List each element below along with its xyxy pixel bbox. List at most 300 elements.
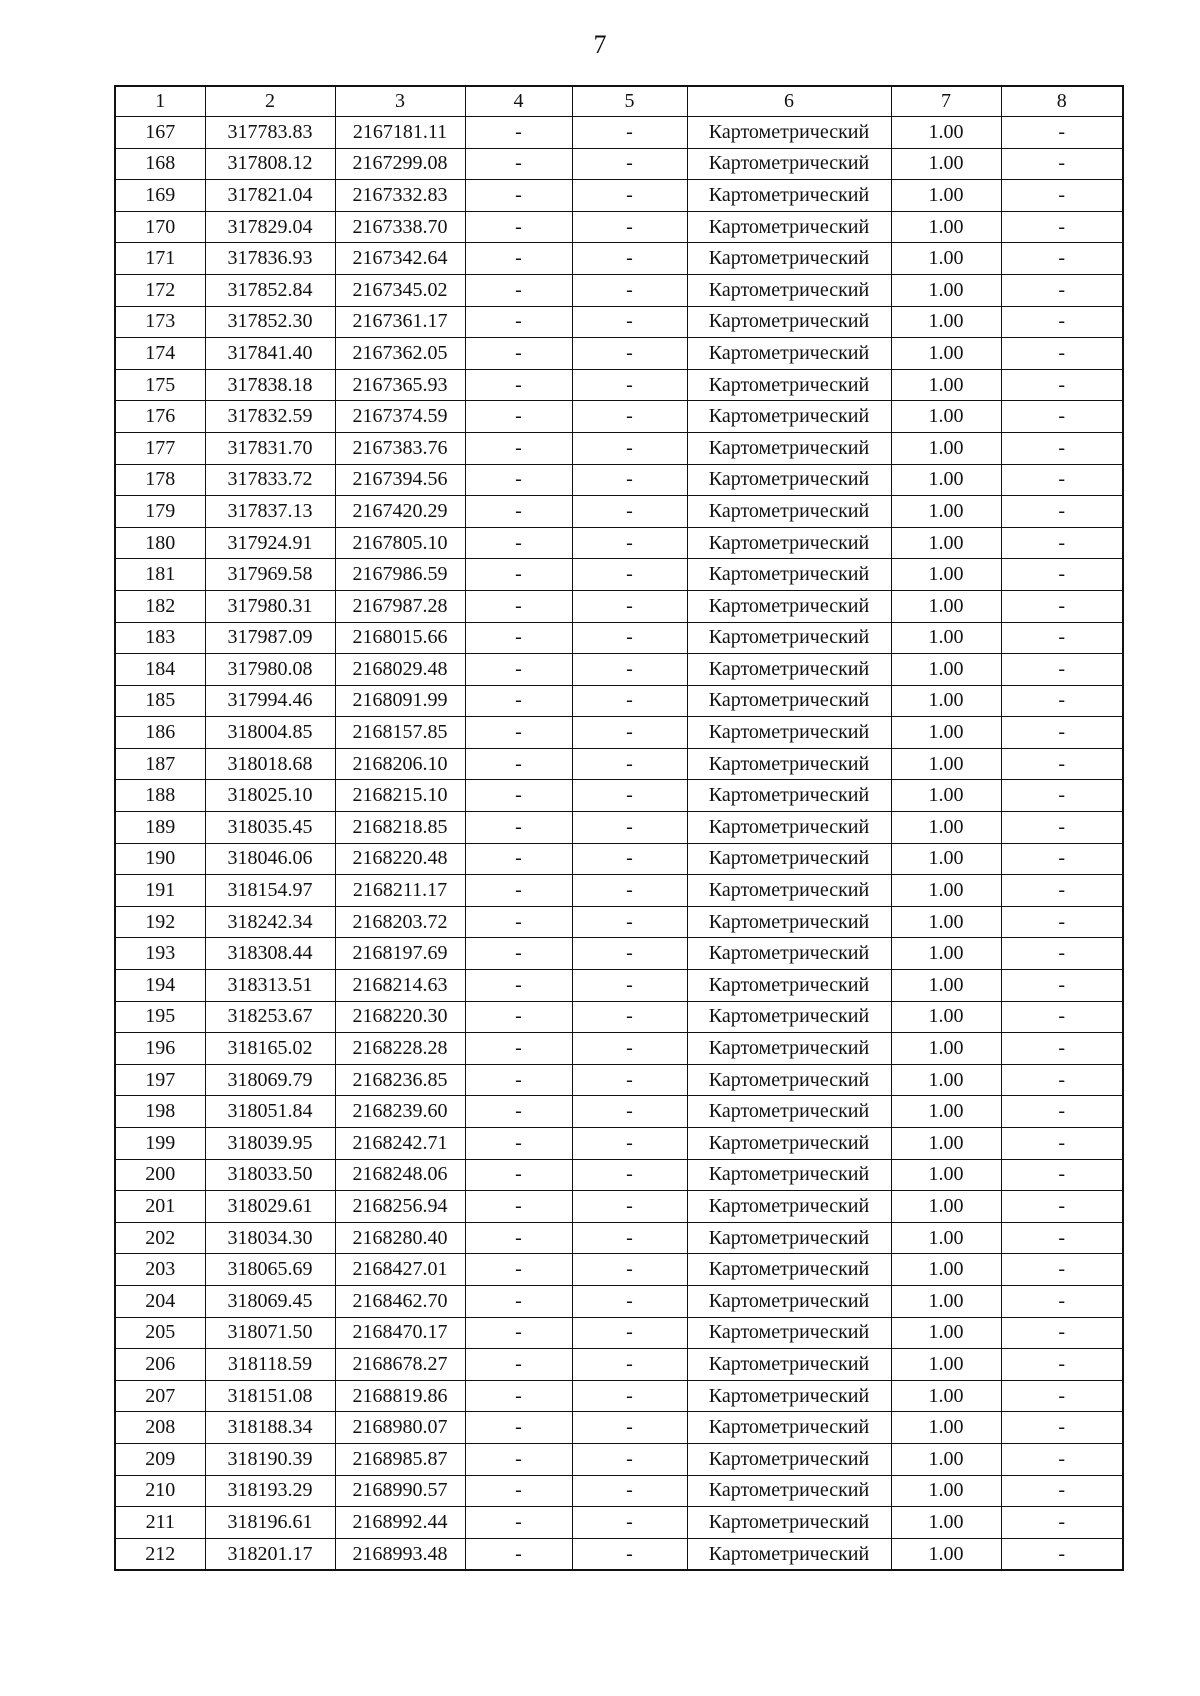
table-row <box>115 211 1123 243</box>
table-cell: 317987.09 <box>205 622 335 654</box>
table-cell: - <box>1001 1443 1123 1475</box>
table-row <box>115 843 1123 875</box>
table-cell: - <box>1001 148 1123 180</box>
table-cell: 318151.08 <box>205 1380 335 1412</box>
table-row <box>115 496 1123 528</box>
table-cell: Картометрический <box>687 432 891 464</box>
table-cell: 2168029.48 <box>335 654 465 686</box>
table-cell: Картометрический <box>687 1412 891 1444</box>
table-cell: Картометрический <box>687 1222 891 1254</box>
table-cell: 1.00 <box>891 432 1001 464</box>
table-cell: - <box>1001 1538 1123 1570</box>
table-cell: Картометрический <box>687 1285 891 1317</box>
table-cell: Картометрический <box>687 1096 891 1128</box>
table-row <box>115 274 1123 306</box>
table-cell: - <box>465 338 572 370</box>
table-cell: - <box>572 1507 687 1539</box>
table-cell: - <box>465 970 572 1002</box>
table-cell: - <box>465 180 572 212</box>
table-cell: 1.00 <box>891 717 1001 749</box>
table-cell: 318069.45 <box>205 1285 335 1317</box>
table-cell: - <box>465 1128 572 1160</box>
table-cell: 1.00 <box>891 1538 1001 1570</box>
table-row <box>115 590 1123 622</box>
table-cell: - <box>465 274 572 306</box>
table-cell: - <box>572 306 687 338</box>
table-cell: 1.00 <box>891 622 1001 654</box>
table-cell: 1.00 <box>891 906 1001 938</box>
table-row <box>115 1507 1123 1539</box>
table-cell: - <box>572 274 687 306</box>
column-header: 7 <box>891 86 1001 117</box>
table-cell: - <box>1001 1254 1123 1286</box>
table-row <box>115 938 1123 970</box>
table-cell: - <box>1001 432 1123 464</box>
table-cell: 1.00 <box>891 748 1001 780</box>
table-cell: Картометрический <box>687 875 891 907</box>
table-cell: 1.00 <box>891 306 1001 338</box>
table-cell: - <box>572 1317 687 1349</box>
table-cell: 317833.72 <box>205 464 335 496</box>
table-cell: 184 <box>115 654 205 686</box>
table-cell: 1.00 <box>891 180 1001 212</box>
table-cell: 2167805.10 <box>335 527 465 559</box>
table-cell: - <box>1001 1128 1123 1160</box>
table-cell: - <box>572 843 687 875</box>
table-cell: 2167374.59 <box>335 401 465 433</box>
table-cell: 167 <box>115 117 205 149</box>
table-cell: 2167365.93 <box>335 369 465 401</box>
table-cell: 198 <box>115 1096 205 1128</box>
table-cell: - <box>1001 369 1123 401</box>
table-cell: 187 <box>115 748 205 780</box>
table-cell: 318069.79 <box>205 1064 335 1096</box>
table-row <box>115 1538 1123 1570</box>
table-row <box>115 970 1123 1002</box>
table-cell: 173 <box>115 306 205 338</box>
table-cell: 2168992.44 <box>335 1507 465 1539</box>
table-cell: - <box>465 938 572 970</box>
table-cell: - <box>1001 306 1123 338</box>
table-cell: 2168280.40 <box>335 1222 465 1254</box>
table-cell: 1.00 <box>891 211 1001 243</box>
column-header: 2 <box>205 86 335 117</box>
table-cell: 318046.06 <box>205 843 335 875</box>
table-row <box>115 432 1123 464</box>
table-cell: 1.00 <box>891 464 1001 496</box>
table-row <box>115 812 1123 844</box>
table-cell: - <box>465 243 572 275</box>
table-cell: 209 <box>115 1443 205 1475</box>
table-cell: 318018.68 <box>205 748 335 780</box>
table-cell: - <box>1001 496 1123 528</box>
table-cell: Картометрический <box>687 274 891 306</box>
table-cell: - <box>1001 1349 1123 1381</box>
table-cell: 318190.39 <box>205 1443 335 1475</box>
table-cell: 2167332.83 <box>335 180 465 212</box>
table-cell: 1.00 <box>891 843 1001 875</box>
table-cell: - <box>465 496 572 528</box>
table-cell: - <box>465 1033 572 1065</box>
table-cell: - <box>1001 1507 1123 1539</box>
table-row <box>115 1096 1123 1128</box>
table-cell: 174 <box>115 338 205 370</box>
table-cell: - <box>572 180 687 212</box>
column-header: 6 <box>687 86 891 117</box>
table-cell: 2167181.11 <box>335 117 465 149</box>
table-cell: 1.00 <box>891 1507 1001 1539</box>
table-cell: - <box>572 938 687 970</box>
table-cell: - <box>572 812 687 844</box>
table-cell: 318033.50 <box>205 1159 335 1191</box>
table-cell: 317832.59 <box>205 401 335 433</box>
table-cell: 177 <box>115 432 205 464</box>
table-row <box>115 1475 1123 1507</box>
table-cell: 2167394.56 <box>335 464 465 496</box>
table-cell: 1.00 <box>891 1159 1001 1191</box>
table-cell: 2168236.85 <box>335 1064 465 1096</box>
table-cell: - <box>572 401 687 433</box>
table-cell: - <box>1001 401 1123 433</box>
table-row <box>115 906 1123 938</box>
table-header-row <box>115 86 1123 117</box>
table-cell: 318065.69 <box>205 1254 335 1286</box>
table-cell: 189 <box>115 812 205 844</box>
table-cell: 1.00 <box>891 780 1001 812</box>
table-cell: - <box>572 211 687 243</box>
table-row <box>115 875 1123 907</box>
table-cell: Картометрический <box>687 590 891 622</box>
table-cell: Картометрический <box>687 1443 891 1475</box>
table-cell: 318154.97 <box>205 875 335 907</box>
table-cell: 206 <box>115 1349 205 1381</box>
table-cell: Картометрический <box>687 496 891 528</box>
table-row <box>115 685 1123 717</box>
table-cell: Картометрический <box>687 180 891 212</box>
table-cell: 317829.04 <box>205 211 335 243</box>
table-cell: Картометрический <box>687 1001 891 1033</box>
table-cell: - <box>465 1380 572 1412</box>
table-cell: 317836.93 <box>205 243 335 275</box>
table-cell: Картометрический <box>687 654 891 686</box>
table-cell: - <box>465 622 572 654</box>
table-cell: - <box>572 1096 687 1128</box>
table-cell: - <box>572 1033 687 1065</box>
table-cell: Картометрический <box>687 1380 891 1412</box>
table-cell: Картометрический <box>687 780 891 812</box>
table-cell: - <box>1001 464 1123 496</box>
table-cell: 1.00 <box>891 1033 1001 1065</box>
table-cell: - <box>572 1001 687 1033</box>
table-cell: 2168211.17 <box>335 875 465 907</box>
table-cell: - <box>465 464 572 496</box>
table-cell: 2168197.69 <box>335 938 465 970</box>
table-cell: 1.00 <box>891 369 1001 401</box>
table-cell: Картометрический <box>687 527 891 559</box>
table-cell: 317980.31 <box>205 590 335 622</box>
table-cell: 1.00 <box>891 1222 1001 1254</box>
table-cell: 2168678.27 <box>335 1349 465 1381</box>
table-cell: 2168157.85 <box>335 717 465 749</box>
table-cell: 1.00 <box>891 938 1001 970</box>
table-cell: - <box>572 875 687 907</box>
table-cell: 1.00 <box>891 338 1001 370</box>
table-cell: - <box>465 590 572 622</box>
table-cell: 318118.59 <box>205 1349 335 1381</box>
table-cell: Картометрический <box>687 1033 891 1065</box>
table-cell: 317783.83 <box>205 117 335 149</box>
table-cell: - <box>1001 243 1123 275</box>
table-cell: Картометрический <box>687 401 891 433</box>
table-cell: 180 <box>115 527 205 559</box>
table-cell: 1.00 <box>891 527 1001 559</box>
table-cell: 1.00 <box>891 1443 1001 1475</box>
table-cell: - <box>465 432 572 464</box>
table-cell: 2168206.10 <box>335 748 465 780</box>
table-cell: - <box>572 338 687 370</box>
column-header: 5 <box>572 86 687 117</box>
table-cell: 1.00 <box>891 970 1001 1002</box>
table-cell: 185 <box>115 685 205 717</box>
table-cell: 201 <box>115 1191 205 1223</box>
table-cell: 178 <box>115 464 205 496</box>
table-cell: Картометрический <box>687 1317 891 1349</box>
table-row <box>115 148 1123 180</box>
table-cell: - <box>465 906 572 938</box>
table-cell: - <box>1001 1380 1123 1412</box>
table-cell: - <box>465 1159 572 1191</box>
table-cell: - <box>465 812 572 844</box>
table-cell: - <box>465 1064 572 1096</box>
table-cell: 2167987.28 <box>335 590 465 622</box>
table-cell: Картометрический <box>687 369 891 401</box>
table-cell: 1.00 <box>891 1475 1001 1507</box>
table-row <box>115 1222 1123 1254</box>
table-cell: 205 <box>115 1317 205 1349</box>
table-cell: - <box>572 1443 687 1475</box>
table-cell: - <box>1001 1412 1123 1444</box>
table-cell: - <box>572 780 687 812</box>
table-cell: 317838.18 <box>205 369 335 401</box>
table-cell: - <box>465 148 572 180</box>
table-cell: 2168470.17 <box>335 1317 465 1349</box>
table-row <box>115 559 1123 591</box>
table-cell: - <box>572 1380 687 1412</box>
table-cell: 202 <box>115 1222 205 1254</box>
table-cell: Картометрический <box>687 338 891 370</box>
table-cell: 1.00 <box>891 590 1001 622</box>
table-cell: - <box>1001 559 1123 591</box>
table-cell: Картометрический <box>687 970 891 1002</box>
table-cell: 169 <box>115 180 205 212</box>
table-cell: 2167342.64 <box>335 243 465 275</box>
table-cell: 1.00 <box>891 148 1001 180</box>
table-cell: - <box>465 843 572 875</box>
table-cell: Картометрический <box>687 1507 891 1539</box>
table-cell: 2168220.48 <box>335 843 465 875</box>
table-cell: Картометрический <box>687 812 891 844</box>
table-cell: Картометрический <box>687 211 891 243</box>
table-cell: Картометрический <box>687 117 891 149</box>
column-header: 8 <box>1001 86 1123 117</box>
table-cell: 194 <box>115 970 205 1002</box>
table-cell: - <box>465 1317 572 1349</box>
table-cell: - <box>1001 1159 1123 1191</box>
table-cell: - <box>465 117 572 149</box>
table-cell: 2168985.87 <box>335 1443 465 1475</box>
table-cell: - <box>465 369 572 401</box>
table-row <box>115 1317 1123 1349</box>
table-cell: 2167986.59 <box>335 559 465 591</box>
table-cell: - <box>465 717 572 749</box>
table-cell: Картометрический <box>687 1191 891 1223</box>
table-row <box>115 1380 1123 1412</box>
table-cell: - <box>572 1349 687 1381</box>
table-cell: - <box>1001 1096 1123 1128</box>
table-cell: 172 <box>115 274 205 306</box>
table-cell: 2168239.60 <box>335 1096 465 1128</box>
table-cell: - <box>1001 211 1123 243</box>
table-cell: - <box>465 1254 572 1286</box>
table-cell: - <box>465 559 572 591</box>
table-cell: Картометрический <box>687 559 891 591</box>
table-cell: Картометрический <box>687 748 891 780</box>
table-cell: 318025.10 <box>205 780 335 812</box>
table-cell: - <box>465 1475 572 1507</box>
table-row <box>115 1001 1123 1033</box>
table-cell: - <box>572 717 687 749</box>
table-cell: 317852.30 <box>205 306 335 338</box>
table-cell: - <box>572 1285 687 1317</box>
table-cell: - <box>1001 1317 1123 1349</box>
table-cell: - <box>1001 180 1123 212</box>
table-cell: 196 <box>115 1033 205 1065</box>
table-cell: 1.00 <box>891 1285 1001 1317</box>
table-row <box>115 527 1123 559</box>
table-cell: 317980.08 <box>205 654 335 686</box>
table-cell: 199 <box>115 1128 205 1160</box>
table-cell: 317924.91 <box>205 527 335 559</box>
table-cell: 2167338.70 <box>335 211 465 243</box>
table-cell: - <box>465 1538 572 1570</box>
table-cell: - <box>572 148 687 180</box>
table-row <box>115 1064 1123 1096</box>
table-cell: 2168990.57 <box>335 1475 465 1507</box>
table-cell: - <box>465 401 572 433</box>
table-row <box>115 1159 1123 1191</box>
table-row <box>115 180 1123 212</box>
table-row <box>115 464 1123 496</box>
table-cell: 170 <box>115 211 205 243</box>
table-cell: 2168091.99 <box>335 685 465 717</box>
table-cell: 2167299.08 <box>335 148 465 180</box>
table-cell: - <box>1001 274 1123 306</box>
table-cell: 2168220.30 <box>335 1001 465 1033</box>
table-cell: 317821.04 <box>205 180 335 212</box>
table-cell: - <box>1001 1001 1123 1033</box>
table-cell: - <box>572 559 687 591</box>
table-cell: 200 <box>115 1159 205 1191</box>
table-cell: 1.00 <box>891 1380 1001 1412</box>
table-cell: 191 <box>115 875 205 907</box>
table-cell: Картометрический <box>687 306 891 338</box>
table-cell: - <box>465 1222 572 1254</box>
table-cell: - <box>465 1096 572 1128</box>
table-cell: - <box>572 369 687 401</box>
table-row <box>115 654 1123 686</box>
table-cell: - <box>1001 1475 1123 1507</box>
table-cell: 2167420.29 <box>335 496 465 528</box>
table-row <box>115 117 1123 149</box>
table-cell: 203 <box>115 1254 205 1286</box>
table-cell: 318242.34 <box>205 906 335 938</box>
table-cell: 2168980.07 <box>335 1412 465 1444</box>
table-cell: 168 <box>115 148 205 180</box>
table-cell: - <box>572 1538 687 1570</box>
table-cell: 2167362.05 <box>335 338 465 370</box>
table-cell: - <box>465 211 572 243</box>
table-cell: - <box>1001 527 1123 559</box>
table-row <box>115 1443 1123 1475</box>
table-cell: - <box>465 1412 572 1444</box>
table-cell: 318196.61 <box>205 1507 335 1539</box>
table-cell: 2168993.48 <box>335 1538 465 1570</box>
table-row <box>115 1285 1123 1317</box>
table-cell: 212 <box>115 1538 205 1570</box>
table-cell: - <box>1001 717 1123 749</box>
table-cell: 1.00 <box>891 654 1001 686</box>
table-row <box>115 243 1123 275</box>
table-cell: - <box>465 780 572 812</box>
table-cell: Картометрический <box>687 1064 891 1096</box>
table-cell: 1.00 <box>891 1412 1001 1444</box>
table-cell: 318313.51 <box>205 970 335 1002</box>
table-cell: - <box>1001 117 1123 149</box>
table-cell: 208 <box>115 1412 205 1444</box>
table-cell: - <box>465 1191 572 1223</box>
table-cell: - <box>465 306 572 338</box>
table-cell: 318029.61 <box>205 1191 335 1223</box>
table-cell: Картометрический <box>687 622 891 654</box>
table-cell: 1.00 <box>891 274 1001 306</box>
table-cell: - <box>465 1507 572 1539</box>
table-cell: 318034.30 <box>205 1222 335 1254</box>
page-number: 7 <box>593 30 607 59</box>
table-cell: Картометрический <box>687 685 891 717</box>
table-cell: 2168462.70 <box>335 1285 465 1317</box>
table-cell: - <box>572 1128 687 1160</box>
table-cell: 318039.95 <box>205 1128 335 1160</box>
table-cell: Картометрический <box>687 1254 891 1286</box>
table-cell: 1.00 <box>891 1064 1001 1096</box>
table-cell: - <box>1001 685 1123 717</box>
table-cell: - <box>572 117 687 149</box>
table-cell: - <box>572 496 687 528</box>
table-cell: - <box>572 1064 687 1096</box>
table-cell: - <box>465 1001 572 1033</box>
table-cell: 1.00 <box>891 1191 1001 1223</box>
table-cell: - <box>572 1254 687 1286</box>
table-row <box>115 306 1123 338</box>
table-cell: Картометрический <box>687 843 891 875</box>
table-cell: 318004.85 <box>205 717 335 749</box>
table-cell: 186 <box>115 717 205 749</box>
table-cell: - <box>1001 812 1123 844</box>
table-cell: Картометрический <box>687 1475 891 1507</box>
column-header: 3 <box>335 86 465 117</box>
table-cell: - <box>1001 843 1123 875</box>
table-cell: 318051.84 <box>205 1096 335 1128</box>
